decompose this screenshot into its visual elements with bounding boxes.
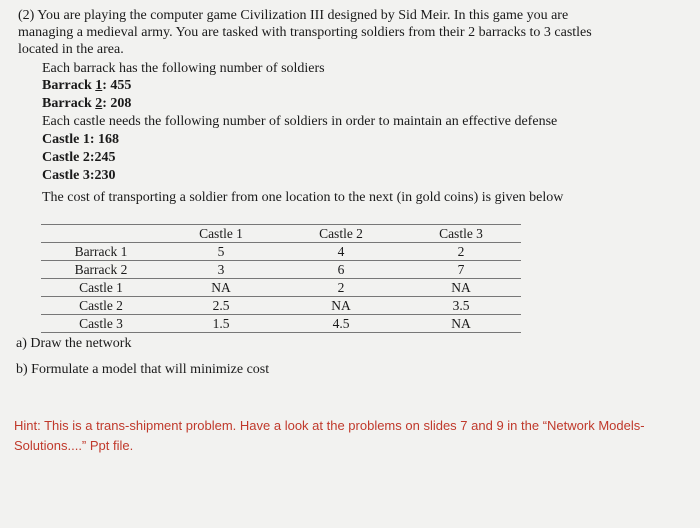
- intro-line-3: located in the area.: [18, 42, 124, 57]
- table-row: [41, 279, 521, 297]
- table-cell: 2.5: [161, 297, 281, 315]
- question-b: b) Formulate a model that will minimize cost: [16, 362, 270, 377]
- hint-text: Hint: This is a trans-shipment problem. Have a look at the problems on slides 7 and 9 in the “Network Models-Solutions....” Ppt file.: [14, 418, 645, 453]
- table-row: [41, 243, 521, 261]
- table-cell: 3.5: [401, 297, 521, 315]
- table-cell: 5: [161, 243, 281, 261]
- table-cell: NA: [161, 279, 281, 297]
- barrack-2-value: : 208: [102, 96, 132, 111]
- row-label: Castle 2: [41, 297, 161, 315]
- row-label: Barrack 2: [41, 261, 161, 279]
- table-header-cell: Castle 1: [161, 225, 281, 243]
- cost-heading: The cost of transporting a soldier from one location to the next (in gold coins) is given below: [42, 190, 564, 205]
- table-cell: NA: [281, 297, 401, 315]
- intro-line-2: managing a medieval army. You are tasked with transporting soldiers from their 2 barracks to 3 castles: [18, 25, 592, 40]
- question-a: a) Draw the network: [16, 336, 132, 351]
- cost-table: [41, 224, 521, 333]
- barrack-1-number: 1: [95, 78, 103, 93]
- table-cell: 3: [161, 261, 281, 279]
- table-header-row: [41, 225, 521, 243]
- table-cell: NA: [401, 279, 521, 297]
- row-label: Castle 3: [41, 315, 161, 333]
- castle-1-requirement: Castle 1: 168: [42, 132, 119, 147]
- row-label: Castle 1: [41, 279, 161, 297]
- castles-heading: Each castle needs the following number of soldiers in order to maintain an effective defense: [42, 114, 558, 129]
- table-cell: 4: [281, 243, 401, 261]
- castle-3-requirement: Castle 3:230: [42, 168, 116, 183]
- table-header-cell: Castle 3: [401, 225, 521, 243]
- barrack-1-label: Barrack: [42, 78, 96, 93]
- intro-line-1: (2) You are playing the computer game Civilization III designed by Sid Meir. In this game you are: [18, 8, 569, 23]
- row-label: Barrack 1: [41, 243, 161, 261]
- table-row: [41, 315, 521, 333]
- castle-2-requirement: Castle 2:245: [42, 150, 116, 165]
- table-row: [41, 297, 521, 315]
- barrack-2-label: Barrack: [42, 96, 96, 111]
- table-cell: 6: [281, 261, 401, 279]
- table-header-cell: [41, 225, 161, 243]
- barrack-1-value: : 455: [102, 78, 132, 93]
- table-cell: NA: [401, 315, 521, 333]
- table-cell: 4.5: [281, 315, 401, 333]
- barrack-2-number: 2: [95, 96, 103, 111]
- table-row: [41, 261, 521, 279]
- table-header-cell: Castle 2: [281, 225, 401, 243]
- table-cell: 7: [401, 261, 521, 279]
- table-cell: 1.5: [161, 315, 281, 333]
- barracks-heading: Each barrack has the following number of soldiers: [42, 61, 325, 76]
- table-cell: 2: [281, 279, 401, 297]
- barrack-1-line: [42, 78, 131, 94]
- table-cell: 2: [401, 243, 521, 261]
- barrack-2-line: [42, 96, 131, 112]
